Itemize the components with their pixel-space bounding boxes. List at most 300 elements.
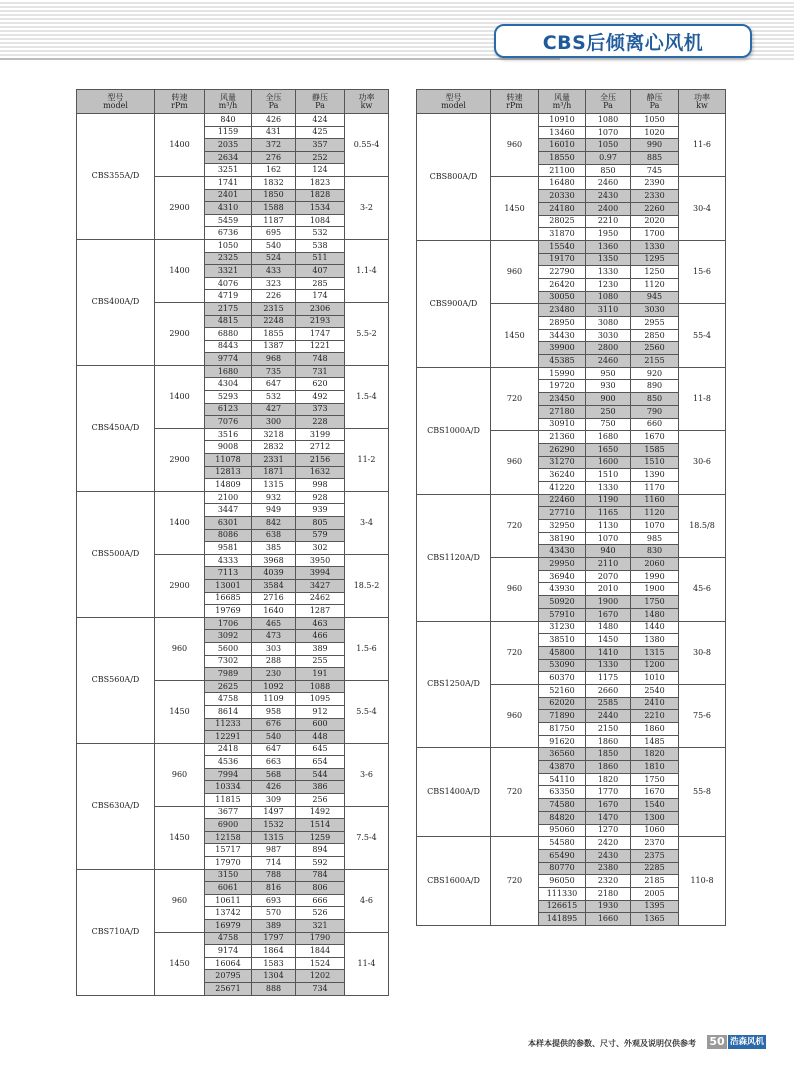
speed-cell: 720 (491, 748, 539, 837)
total-pressure-cell: 226 (252, 290, 296, 303)
static-pressure-cell: 1670 (631, 431, 679, 444)
power-cell: 45-6 (679, 558, 726, 621)
static-pressure-cell: 285 (296, 277, 345, 290)
static-pressure-cell: 256 (296, 794, 345, 807)
airflow-cell: 10910 (539, 114, 586, 127)
airflow-cell: 36940 (539, 570, 586, 583)
airflow-cell: 6736 (205, 227, 252, 240)
power-cell: 30-4 (679, 177, 726, 240)
static-pressure-cell: 389 (296, 642, 345, 655)
total-pressure-cell: 987 (252, 844, 296, 857)
static-pressure-cell: 1050 (631, 114, 679, 127)
model-cell: CBS560A/D (77, 617, 155, 743)
total-pressure-cell: 1092 (252, 680, 296, 693)
power-cell: 11-2 (345, 428, 389, 491)
airflow-cell: 31870 (539, 228, 586, 241)
static-pressure-cell: 805 (296, 517, 345, 530)
airflow-cell: 12158 (205, 831, 252, 844)
airflow-cell: 50920 (539, 596, 586, 609)
total-pressure-cell: 540 (252, 731, 296, 744)
airflow-cell: 4758 (205, 932, 252, 945)
table-row (77, 491, 389, 504)
speed-cell: 720 (491, 837, 539, 926)
airflow-cell: 21360 (539, 431, 586, 444)
airflow-cell: 1159 (205, 126, 252, 139)
speed-cell: 720 (491, 367, 539, 430)
airflow-cell: 1741 (205, 176, 252, 189)
static-pressure-cell: 1823 (296, 176, 345, 189)
static-pressure-cell: 373 (296, 403, 345, 416)
airflow-cell: 36560 (539, 748, 586, 761)
speed-cell: 2900 (155, 176, 205, 239)
total-pressure-cell: 1930 (586, 900, 631, 913)
airflow-cell: 16979 (205, 920, 252, 933)
total-pressure-cell: 465 (252, 617, 296, 630)
static-pressure-cell: 660 (631, 418, 679, 431)
model-cell: CBS500A/D (77, 491, 155, 617)
static-pressure-cell: 1010 (631, 672, 679, 685)
static-pressure-cell: 1790 (296, 932, 345, 945)
total-pressure-cell: 1165 (586, 507, 631, 520)
table-row (77, 869, 389, 882)
static-pressure-cell: 1221 (296, 340, 345, 353)
table-row (77, 239, 389, 252)
total-pressure-cell: 1315 (252, 479, 296, 492)
col-header-static-pressure: 静压 Pa (296, 90, 345, 114)
static-pressure-cell: 448 (296, 731, 345, 744)
airflow-cell: 19170 (539, 253, 586, 266)
airflow-cell: 38510 (539, 634, 586, 647)
model-cell: CBS710A/D (77, 869, 155, 995)
power-cell: 11-8 (679, 367, 726, 430)
total-pressure-cell: 288 (252, 655, 296, 668)
total-pressure-cell: 2248 (252, 315, 296, 328)
static-pressure-cell: 1585 (631, 443, 679, 456)
total-pressure-cell: 1050 (586, 139, 631, 152)
airflow-cell: 9581 (205, 542, 252, 555)
col-header-speed: 转速 rPm (155, 90, 205, 114)
airflow-cell: 65490 (539, 849, 586, 862)
total-pressure-cell: 1600 (586, 456, 631, 469)
col-header-power: 功率 kw (679, 90, 726, 114)
total-pressure-cell: 389 (252, 920, 296, 933)
airflow-cell: 3677 (205, 806, 252, 819)
table-row (417, 621, 726, 634)
airflow-cell: 52160 (539, 684, 586, 697)
total-pressure-cell: 1410 (586, 646, 631, 659)
speed-cell: 1450 (491, 177, 539, 240)
total-pressure-cell: 2180 (586, 887, 631, 900)
airflow-cell: 4076 (205, 277, 252, 290)
static-pressure-cell: 252 (296, 151, 345, 164)
total-pressure-cell: 3110 (586, 304, 631, 317)
speed-cell: 2900 (155, 302, 205, 365)
airflow-cell: 11078 (205, 454, 252, 467)
total-pressure-cell: 714 (252, 857, 296, 870)
total-pressure-cell: 1670 (586, 799, 631, 812)
speed-cell: 960 (155, 617, 205, 680)
speed-cell: 960 (491, 431, 539, 494)
airflow-cell: 43430 (539, 545, 586, 558)
static-pressure-cell: 1287 (296, 605, 345, 618)
static-pressure-cell: 492 (296, 391, 345, 404)
total-pressure-cell: 1660 (586, 913, 631, 926)
airflow-cell: 80770 (539, 862, 586, 875)
airflow-cell: 57910 (539, 608, 586, 621)
brand-label: 浩森风机 (729, 1037, 764, 1047)
total-pressure-cell: 2150 (586, 723, 631, 736)
power-cell: 15-6 (679, 240, 726, 303)
airflow-cell: 2325 (205, 252, 252, 265)
speed-cell: 1400 (155, 114, 205, 177)
total-pressure-cell: 431 (252, 126, 296, 139)
airflow-cell: 7989 (205, 668, 252, 681)
airflow-cell: 840 (205, 114, 252, 127)
speed-cell: 960 (491, 558, 539, 621)
static-pressure-cell: 3994 (296, 567, 345, 580)
static-pressure-cell: 1492 (296, 806, 345, 819)
airflow-cell: 13742 (205, 907, 252, 920)
col-header-power: 功率 kw (345, 90, 389, 114)
airflow-cell: 1680 (205, 365, 252, 378)
total-pressure-cell: 2430 (586, 190, 631, 203)
static-pressure-cell: 1330 (631, 240, 679, 253)
total-pressure-cell: 1510 (586, 469, 631, 482)
airflow-cell: 6301 (205, 517, 252, 530)
airflow-cell: 16685 (205, 592, 252, 605)
static-pressure-cell: 463 (296, 617, 345, 630)
static-pressure-cell: 3030 (631, 304, 679, 317)
airflow-cell: 4719 (205, 290, 252, 303)
total-pressure-cell: 1480 (586, 621, 631, 634)
airflow-cell: 21100 (539, 164, 586, 177)
static-pressure-cell: 1844 (296, 945, 345, 958)
model-cell: CBS900A/D (417, 240, 491, 367)
static-pressure-cell: 939 (296, 504, 345, 517)
airflow-cell: 4536 (205, 756, 252, 769)
airflow-cell: 15540 (539, 240, 586, 253)
airflow-cell: 12291 (205, 731, 252, 744)
static-pressure-cell: 466 (296, 630, 345, 643)
speed-cell: 1400 (155, 491, 205, 554)
power-cell: 110-8 (679, 837, 726, 926)
airflow-cell: 2035 (205, 139, 252, 152)
static-pressure-cell: 1300 (631, 811, 679, 824)
static-pressure-cell: 830 (631, 545, 679, 558)
static-pressure-cell: 1480 (631, 608, 679, 621)
airflow-cell: 6123 (205, 403, 252, 416)
airflow-cell: 29950 (539, 558, 586, 571)
airflow-cell: 16064 (205, 957, 252, 970)
airflow-cell: 15717 (205, 844, 252, 857)
total-pressure-cell: 1797 (252, 932, 296, 945)
total-pressure-cell: 162 (252, 164, 296, 177)
static-pressure-cell: 592 (296, 857, 345, 870)
total-pressure-cell: 2320 (586, 875, 631, 888)
total-pressure-cell: 958 (252, 705, 296, 718)
total-pressure-cell: 1871 (252, 466, 296, 479)
static-pressure-cell: 321 (296, 920, 345, 933)
total-pressure-cell: 695 (252, 227, 296, 240)
total-pressure-cell: 2210 (586, 215, 631, 228)
total-pressure-cell: 2430 (586, 849, 631, 862)
power-cell: 30-6 (679, 431, 726, 494)
airflow-cell: 27180 (539, 405, 586, 418)
airflow-cell: 6900 (205, 819, 252, 832)
airflow-cell: 4333 (205, 554, 252, 567)
airflow-cell: 12813 (205, 466, 252, 479)
airflow-cell: 141895 (539, 913, 586, 926)
model-cell: CBS1600A/D (417, 837, 491, 926)
total-pressure-cell: 950 (586, 367, 631, 380)
airflow-cell: 84820 (539, 811, 586, 824)
static-pressure-cell: 645 (296, 743, 345, 756)
static-pressure-cell: 928 (296, 491, 345, 504)
power-cell: 1.5-4 (345, 365, 389, 428)
static-pressure-cell: 228 (296, 416, 345, 429)
static-pressure-cell: 174 (296, 290, 345, 303)
static-pressure-cell: 2185 (631, 875, 679, 888)
static-pressure-cell: 1315 (631, 646, 679, 659)
total-pressure-cell: 1080 (586, 291, 631, 304)
total-pressure-cell: 309 (252, 794, 296, 807)
total-pressure-cell: 2315 (252, 302, 296, 315)
total-pressure-cell: 1850 (586, 748, 631, 761)
static-pressure-cell: 1120 (631, 278, 679, 291)
model-cell: CBS1000A/D (417, 367, 491, 494)
airflow-cell: 17970 (205, 857, 252, 870)
static-pressure-cell: 1250 (631, 266, 679, 279)
total-pressure-cell: 570 (252, 907, 296, 920)
airflow-cell: 43870 (539, 761, 586, 774)
static-pressure-cell: 748 (296, 353, 345, 366)
total-pressure-cell: 1330 (586, 481, 631, 494)
speed-cell: 1450 (491, 304, 539, 367)
total-pressure-cell: 1532 (252, 819, 296, 832)
static-pressure-cell: 2260 (631, 202, 679, 215)
speed-cell: 960 (491, 114, 539, 177)
airflow-cell: 45385 (539, 355, 586, 368)
total-pressure-cell: 1109 (252, 693, 296, 706)
total-pressure-cell: 1860 (586, 761, 631, 774)
airflow-cell: 26290 (539, 443, 586, 456)
total-pressure-cell: 900 (586, 393, 631, 406)
static-pressure-cell: 2390 (631, 177, 679, 190)
col-header-static-pressure: 静压 Pa (631, 90, 679, 114)
static-pressure-cell: 425 (296, 126, 345, 139)
total-pressure-cell: 2800 (586, 342, 631, 355)
speed-cell: 1400 (155, 365, 205, 428)
total-pressure-cell: 735 (252, 365, 296, 378)
airflow-cell: 20330 (539, 190, 586, 203)
airflow-cell: 9174 (205, 945, 252, 958)
total-pressure-cell: 2460 (586, 355, 631, 368)
total-pressure-cell: 842 (252, 517, 296, 530)
static-pressure-cell: 1810 (631, 761, 679, 774)
total-pressure-cell: 1470 (586, 811, 631, 824)
airflow-cell: 74580 (539, 799, 586, 812)
airflow-cell: 8443 (205, 340, 252, 353)
static-pressure-cell: 990 (631, 139, 679, 152)
total-pressure-cell: 1850 (252, 189, 296, 202)
airflow-cell: 53090 (539, 659, 586, 672)
airflow-cell: 3251 (205, 164, 252, 177)
static-pressure-cell: 734 (296, 982, 345, 995)
airflow-cell: 2175 (205, 302, 252, 315)
static-pressure-cell: 2306 (296, 302, 345, 315)
static-pressure-cell: 526 (296, 907, 345, 920)
static-pressure-cell: 2370 (631, 837, 679, 850)
airflow-cell: 9774 (205, 353, 252, 366)
total-pressure-cell: 1450 (586, 634, 631, 647)
static-pressure-cell: 1170 (631, 481, 679, 494)
total-pressure-cell: 1360 (586, 240, 631, 253)
airflow-cell: 3321 (205, 265, 252, 278)
power-cell: 55-4 (679, 304, 726, 367)
static-pressure-cell: 654 (296, 756, 345, 769)
airflow-cell: 5600 (205, 642, 252, 655)
airflow-cell: 111330 (539, 887, 586, 900)
col-header-model: 型号 model (417, 90, 491, 114)
static-pressure-cell: 790 (631, 405, 679, 418)
airflow-cell: 3516 (205, 428, 252, 441)
airflow-cell: 11233 (205, 718, 252, 731)
total-pressure-cell: 323 (252, 277, 296, 290)
total-pressure-cell: 3218 (252, 428, 296, 441)
power-cell: 75-6 (679, 684, 726, 747)
power-cell: 18.5/8 (679, 494, 726, 557)
airflow-cell: 16010 (539, 139, 586, 152)
total-pressure-cell: 1864 (252, 945, 296, 958)
static-pressure-cell: 1900 (631, 583, 679, 596)
static-pressure-cell: 424 (296, 114, 345, 127)
static-pressure-cell: 1070 (631, 520, 679, 533)
static-pressure-cell: 1088 (296, 680, 345, 693)
total-pressure-cell: 2400 (586, 202, 631, 215)
static-pressure-cell: 1820 (631, 748, 679, 761)
col-header-airflow: 风量 m³/h (205, 90, 252, 114)
static-pressure-cell: 1200 (631, 659, 679, 672)
airflow-cell: 23450 (539, 393, 586, 406)
airflow-cell: 26420 (539, 278, 586, 291)
page-number: 50 (707, 1035, 727, 1049)
spec-table-left (76, 89, 389, 996)
airflow-cell: 8086 (205, 529, 252, 542)
static-pressure-cell: 784 (296, 869, 345, 882)
static-pressure-cell: 1534 (296, 202, 345, 215)
static-pressure-cell: 2156 (296, 454, 345, 467)
model-cell: CBS800A/D (417, 114, 491, 241)
table-row (417, 494, 726, 507)
static-pressure-cell: 1295 (631, 253, 679, 266)
static-pressure-cell: 920 (631, 367, 679, 380)
static-pressure-cell: 1380 (631, 634, 679, 647)
total-pressure-cell: 300 (252, 416, 296, 429)
static-pressure-cell: 1440 (631, 621, 679, 634)
airflow-cell: 62020 (539, 697, 586, 710)
static-pressure-cell: 806 (296, 882, 345, 895)
static-pressure-cell: 2020 (631, 215, 679, 228)
total-pressure-cell: 676 (252, 718, 296, 731)
total-pressure-cell: 540 (252, 239, 296, 252)
airflow-cell: 2100 (205, 491, 252, 504)
airflow-cell: 41220 (539, 481, 586, 494)
static-pressure-cell: 2712 (296, 441, 345, 454)
total-pressure-cell: 638 (252, 529, 296, 542)
static-pressure-cell: 3199 (296, 428, 345, 441)
total-pressure-cell: 427 (252, 403, 296, 416)
airflow-cell: 25671 (205, 982, 252, 995)
airflow-cell: 63350 (539, 786, 586, 799)
speed-cell: 1450 (155, 806, 205, 869)
total-pressure-cell: 1900 (586, 596, 631, 609)
static-pressure-cell: 1202 (296, 970, 345, 983)
total-pressure-cell: 1175 (586, 672, 631, 685)
col-header-model: 型号 model (77, 90, 155, 114)
total-pressure-cell: 568 (252, 768, 296, 781)
airflow-cell: 7994 (205, 768, 252, 781)
total-pressure-cell: 1270 (586, 824, 631, 837)
col-header-airflow: 风量 m³/h (539, 90, 586, 114)
airflow-cell: 28950 (539, 317, 586, 330)
static-pressure-cell: 894 (296, 844, 345, 857)
static-pressure-cell: 2155 (631, 355, 679, 368)
speed-cell: 720 (491, 621, 539, 684)
total-pressure-cell: 850 (586, 164, 631, 177)
table-row (417, 748, 726, 761)
static-pressure-cell: 945 (631, 291, 679, 304)
power-cell: 0.55-4 (345, 114, 389, 177)
speed-cell: 720 (491, 494, 539, 557)
static-pressure-cell: 912 (296, 705, 345, 718)
airflow-cell: 4815 (205, 315, 252, 328)
airflow-cell: 1050 (205, 239, 252, 252)
total-pressure-cell: 1832 (252, 176, 296, 189)
total-pressure-cell: 3584 (252, 579, 296, 592)
static-pressure-cell: 386 (296, 781, 345, 794)
airflow-cell: 54110 (539, 773, 586, 786)
airflow-cell: 91620 (539, 735, 586, 748)
static-pressure-cell: 731 (296, 365, 345, 378)
speed-cell: 1450 (155, 932, 205, 995)
total-pressure-cell: 2660 (586, 684, 631, 697)
total-pressure-cell: 385 (252, 542, 296, 555)
power-cell: 55-8 (679, 748, 726, 837)
total-pressure-cell: 1640 (252, 605, 296, 618)
static-pressure-cell: 2560 (631, 342, 679, 355)
spec-table-left-body (77, 114, 389, 996)
total-pressure-cell: 663 (252, 756, 296, 769)
total-pressure-cell: 930 (586, 380, 631, 393)
power-cell: 1.1-4 (345, 239, 389, 302)
static-pressure-cell: 1395 (631, 900, 679, 913)
power-cell: 5.5-4 (345, 680, 389, 743)
airflow-cell: 10334 (205, 781, 252, 794)
airflow-cell: 31270 (539, 456, 586, 469)
title-box (494, 24, 752, 58)
static-pressure-cell: 1700 (631, 228, 679, 241)
total-pressure-cell: 276 (252, 151, 296, 164)
table-row (417, 240, 726, 253)
total-pressure-cell: 250 (586, 405, 631, 418)
col-header-total-pressure: 全压 Pa (586, 90, 631, 114)
static-pressure-cell: 885 (631, 152, 679, 165)
airflow-cell: 43930 (539, 583, 586, 596)
power-cell: 1.5-6 (345, 617, 389, 680)
total-pressure-cell: 2010 (586, 583, 631, 596)
airflow-cell: 3092 (205, 630, 252, 643)
total-pressure-cell: 1770 (586, 786, 631, 799)
